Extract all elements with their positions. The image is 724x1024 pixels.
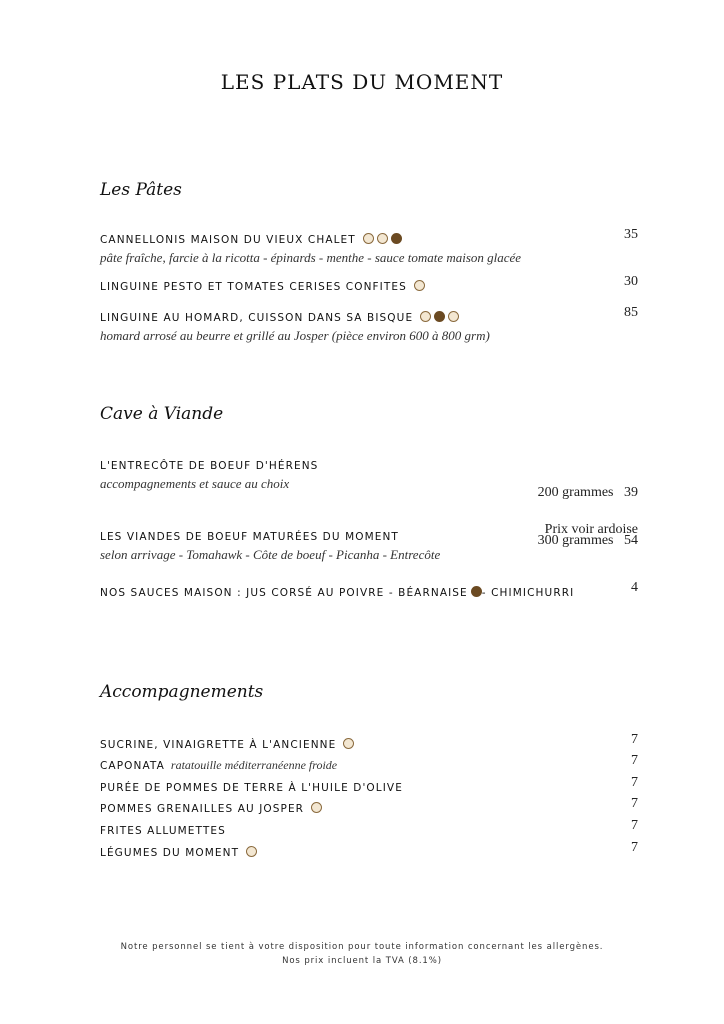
item-price: 7 xyxy=(631,818,638,833)
menu-item-puree xyxy=(100,775,638,796)
item-price: 30 xyxy=(624,274,638,289)
menu-item-grenailles xyxy=(100,796,638,817)
item-description: selon arrivage - Tomahawk - Côte de boeuf - Picanha - Entrecôte xyxy=(100,547,441,562)
allergen-icon xyxy=(471,586,482,597)
menu-item-linguine-homard xyxy=(100,305,638,344)
item-price: 4 xyxy=(631,580,638,595)
allergen-icon xyxy=(448,311,459,322)
item-name: CAPONATA xyxy=(100,760,165,772)
item-price: 7 xyxy=(631,775,638,790)
item-price: 35 xyxy=(624,227,638,242)
item-description: ratatouille méditerranéenne froide xyxy=(170,758,338,772)
menu-item-sucrine xyxy=(100,732,638,753)
item-description: accompagnements et sauce au choix xyxy=(100,476,290,491)
allergen-note: Notre personnel se tient à votre disposition pour toute information concernant les allergènes. xyxy=(120,942,604,952)
item-price: 85 xyxy=(624,305,638,320)
price-300g: 300 grammes 54 xyxy=(537,533,638,548)
menu-item-cannellonis xyxy=(100,227,638,266)
allergen-icon xyxy=(311,802,322,813)
item-price: 7 xyxy=(631,796,638,811)
allergen-icon xyxy=(377,233,388,244)
item-price: 7 xyxy=(631,732,638,747)
allergen-icon xyxy=(420,311,431,322)
allergen-icon xyxy=(414,280,425,291)
allergen-icon xyxy=(363,233,374,244)
item-name: LINGUINE AU HOMARD, CUISSON DANS SA BISQUE xyxy=(100,312,414,324)
item-name: L'ENTRECÔTE DE BOEUF D'HÉRENS xyxy=(100,460,319,472)
item-name: SUCRINE, VINAIGRETTE À L'ANCIENNE xyxy=(100,739,337,751)
vat-note: Nos prix incluent la TVA (8.1%) xyxy=(282,956,442,966)
item-price: 7 xyxy=(631,753,638,768)
menu-item-sauces xyxy=(100,580,638,601)
item-description: pâte fraîche, farcie à la ricotta - épinards - menthe - sauce tomate maison glacée xyxy=(100,250,522,265)
item-price: 7 xyxy=(631,840,638,855)
item-name: FRITES ALLUMETTES xyxy=(100,825,226,837)
item-name-suffix: - CHIMICHURRI xyxy=(481,587,575,599)
footer-note xyxy=(0,940,724,968)
menu-item-frites xyxy=(100,818,638,839)
menu-item-legumes xyxy=(100,840,638,861)
item-name: NOS SAUCES MAISON : JUS CORSÉ AU POIVRE - BÉARNAISE xyxy=(100,587,468,599)
page-title: LES PLATS DU MOMENT xyxy=(220,70,504,94)
item-name: POMMES GRENAILLES AU JOSPER xyxy=(100,803,305,815)
item-name: LINGUINE PESTO ET TOMATES CERISES CONFITES xyxy=(100,281,407,293)
section-title-viande: Cave à Viande xyxy=(100,404,224,424)
menu-item-linguine-pesto xyxy=(100,274,638,295)
item-description: homard arrosé au beurre et grillé au Josper (pièce environ 600 à 800 grm) xyxy=(100,328,490,343)
price-200g: 200 grammes 39 xyxy=(537,485,638,500)
allergen-icon xyxy=(343,738,354,749)
menu-item-viandes-maturees xyxy=(100,522,638,563)
item-name: CANNELLONIS MAISON DU VIEUX CHALET xyxy=(100,234,356,246)
item-name: PURÉE DE POMMES DE TERRE À L'HUILE D'OLIVE xyxy=(100,782,403,794)
menu-item-caponata xyxy=(100,753,638,774)
allergen-icon xyxy=(434,311,445,322)
allergen-icon xyxy=(246,846,257,857)
allergen-icon xyxy=(391,233,402,244)
item-name: LES VIANDES DE BOEUF MATURÉES DU MOMENT xyxy=(100,531,399,543)
section-title-accompagnements: Accompagnements xyxy=(100,682,264,702)
item-name: LÉGUMES DU MOMENT xyxy=(100,847,240,859)
section-title-pates: Les Pâtes xyxy=(100,180,182,200)
item-price: Prix voir ardoise xyxy=(544,522,638,537)
